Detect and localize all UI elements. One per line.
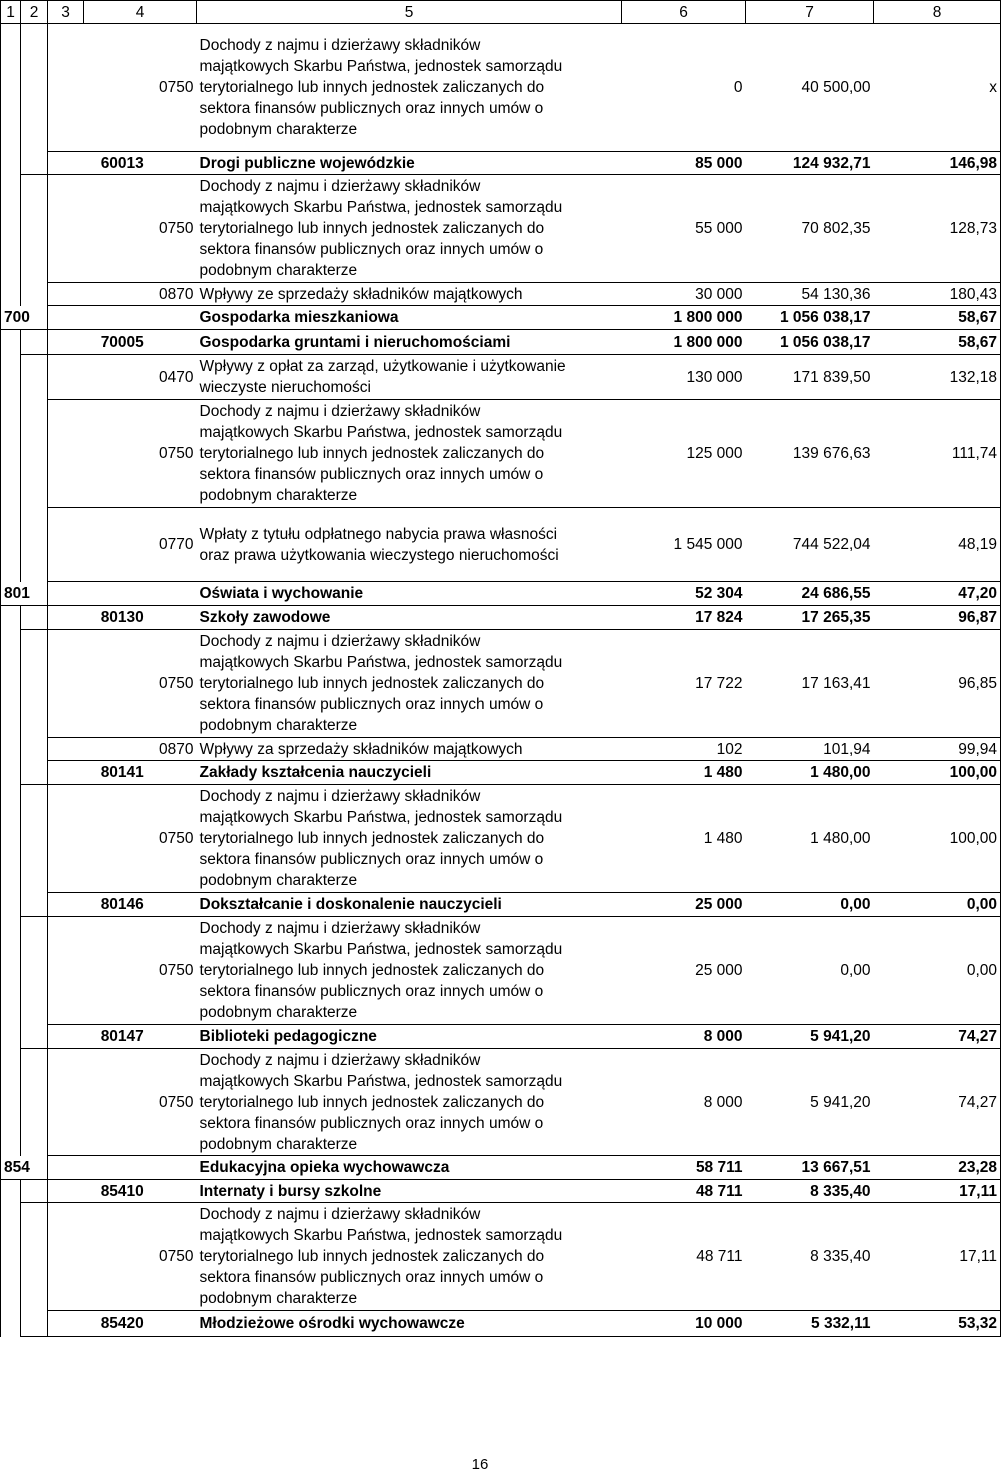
description-line: majątkowych Skarbu Państwa, jednostek samorządu <box>199 199 563 216</box>
empty-cell <box>21 355 48 400</box>
description: Internaty i bursy szkolne <box>197 1180 622 1203</box>
chapter-row <box>1 606 1001 630</box>
plan-value: 8 000 <box>622 1049 746 1156</box>
description <box>197 355 622 400</box>
empty-cell <box>48 175 84 283</box>
empty-cell <box>48 306 84 330</box>
column-number: 4 <box>84 1 197 24</box>
plan-value: 17 824 <box>622 606 746 630</box>
description <box>197 175 622 283</box>
paragraph-row <box>1 738 1001 761</box>
description-line: terytorialnego lub innych jednostek zaliczanych do <box>199 79 545 96</box>
empty-cell <box>48 283 84 306</box>
chapter-row <box>1 761 1001 785</box>
chapter-row <box>1 330 1001 355</box>
percent-value: 100,00 <box>874 761 1001 785</box>
empty-cell <box>21 1180 48 1203</box>
paragraph-row <box>1 917 1001 1025</box>
chapter-code: 80141 <box>48 761 197 785</box>
description-line: sektora finansów publicznych oraz innych umów o <box>199 851 544 868</box>
execution-value: 17 265,35 <box>746 606 874 630</box>
percent-value: 96,87 <box>874 606 1001 630</box>
paragraph-code: 0470 <box>84 355 197 400</box>
empty-cell <box>21 630 48 738</box>
empty-cell <box>1 508 21 582</box>
percent-value: 100,00 <box>874 785 1001 893</box>
column-number: 3 <box>48 1 84 24</box>
empty-cell <box>1 355 21 400</box>
empty-cell <box>1 152 21 175</box>
percent-value: 111,74 <box>874 400 1001 508</box>
description <box>197 1203 622 1311</box>
plan-value: 10 000 <box>622 1311 746 1337</box>
description <box>197 1049 622 1156</box>
chapter-code: 80146 <box>48 893 197 917</box>
description: Drogi publiczne wojewódzkie <box>197 152 622 175</box>
description <box>197 630 622 738</box>
description-line: podobnym charakterze <box>199 1004 358 1021</box>
empty-cell <box>1 606 21 630</box>
description-line: podobnym charakterze <box>199 1135 358 1153</box>
description-line: Dochody z najmu i dzierżawy składników <box>199 788 481 805</box>
paragraph-code: 0750 <box>84 24 197 152</box>
description-line: Dochody z najmu i dzierżawy składników <box>199 1206 481 1223</box>
section-code: 854 <box>1 1156 48 1180</box>
empty-cell <box>48 355 84 400</box>
description-line: majątkowych Skarbu Państwa, jednostek samorządu <box>199 58 563 75</box>
column-number: 8 <box>874 1 1001 24</box>
description <box>197 917 622 1025</box>
percent-value: 180,43 <box>874 283 1001 306</box>
description-line: podobnym charakterze <box>199 121 358 138</box>
description-line: terytorialnego lub innych jednostek zaliczanych do <box>199 675 545 692</box>
empty-cell <box>21 175 48 283</box>
execution-value: 54 130,36 <box>746 283 874 306</box>
percent-value: 96,85 <box>874 630 1001 738</box>
chapter-code: 60013 <box>48 152 197 175</box>
plan-value: 125 000 <box>622 400 746 508</box>
description: Oświata i wychowanie <box>197 582 622 606</box>
paragraph-code: 0750 <box>84 175 197 283</box>
chapter-code: 70005 <box>48 330 197 355</box>
execution-value: 24 686,55 <box>746 582 874 606</box>
percent-value: 23,28 <box>874 1156 1001 1180</box>
chapter-code: 85420 <box>48 1311 197 1337</box>
description-line: majątkowych Skarbu Państwa, jednostek samorządu <box>199 1227 563 1244</box>
empty-cell <box>21 1025 48 1049</box>
description-line: wieczyste nieruchomości <box>199 379 371 396</box>
paragraph-code <box>84 306 197 330</box>
percent-value: 128,73 <box>874 175 1001 283</box>
empty-cell <box>21 606 48 630</box>
empty-cell <box>1 1049 21 1156</box>
column-number: 2 <box>21 1 48 24</box>
execution-value: 0,00 <box>746 893 874 917</box>
empty-cell <box>1 917 21 1025</box>
empty-cell <box>21 508 48 582</box>
description-line: Wpływy z opłat za zarząd, użytkowanie i użytkowanie <box>199 358 566 375</box>
empty-cell <box>21 24 48 152</box>
column-number: 5 <box>197 1 622 24</box>
plan-value: 25 000 <box>622 917 746 1025</box>
description-line: podobnym charakterze <box>199 262 358 279</box>
paragraph-row <box>1 355 1001 400</box>
description-line: sektora finansów publicznych oraz innych umów o <box>199 983 544 1000</box>
empty-cell <box>1 1311 21 1337</box>
paragraph-row <box>1 508 1001 582</box>
execution-value: 171 839,50 <box>746 355 874 400</box>
plan-value: 1 480 <box>622 761 746 785</box>
execution-value: 40 500,00 <box>746 24 874 152</box>
percent-value: 99,94 <box>874 738 1001 761</box>
description-line: majątkowych Skarbu Państwa, jednostek samorządu <box>199 941 563 958</box>
description-line: Dochody z najmu i dzierżawy składników <box>199 920 481 937</box>
description-line: sektora finansów publicznych oraz innych umów o <box>199 696 544 713</box>
description-line: Dochody z najmu i dzierżawy składników <box>199 178 481 195</box>
execution-value: 1 056 038,17 <box>746 330 874 355</box>
empty-cell <box>1 330 21 355</box>
execution-value: 13 667,51 <box>746 1156 874 1180</box>
paragraph-code <box>84 1156 197 1180</box>
chapter-row <box>1 1180 1001 1203</box>
paragraph-row <box>1 400 1001 508</box>
paragraph-code: 0870 <box>84 283 197 306</box>
page-number: 16 <box>471 1456 489 1473</box>
plan-value: 48 711 <box>622 1203 746 1311</box>
description <box>197 400 622 508</box>
description-line: majątkowych Skarbu Państwa, jednostek samorządu <box>199 809 563 826</box>
paragraph-code: 0750 <box>84 630 197 738</box>
paragraph-row <box>1 1203 1001 1311</box>
chapter-code: 80147 <box>48 1025 197 1049</box>
plan-value: 17 722 <box>622 630 746 738</box>
execution-value: 1 056 038,17 <box>746 306 874 330</box>
percent-value: 146,98 <box>874 152 1001 175</box>
column-number-row <box>1 1 1001 24</box>
empty-cell <box>21 283 48 306</box>
percent-value: 132,18 <box>874 355 1001 400</box>
empty-cell <box>1 761 21 785</box>
percent-value: 17,11 <box>874 1203 1001 1311</box>
empty-cell <box>1 785 21 893</box>
execution-value: 0,00 <box>746 917 874 1025</box>
empty-cell <box>21 330 48 355</box>
section-code: 700 <box>1 306 48 330</box>
empty-cell <box>1 1180 21 1203</box>
empty-cell <box>1 400 21 508</box>
plan-value: 1 800 000 <box>622 306 746 330</box>
paragraph-code: 0870 <box>84 738 197 761</box>
empty-cell <box>21 152 48 175</box>
column-number: 6 <box>622 1 746 24</box>
description-line: terytorialnego lub innych jednostek zaliczanych do <box>199 220 545 237</box>
description <box>197 785 622 893</box>
description-line: terytorialnego lub innych jednostek zaliczanych do <box>199 445 545 462</box>
empty-cell <box>21 400 48 508</box>
paragraph-code: 0750 <box>84 1049 197 1156</box>
percent-value: 74,27 <box>874 1025 1001 1049</box>
plan-value: 0 <box>622 24 746 152</box>
empty-cell <box>1 630 21 738</box>
description-line: Dochody z najmu i dzierżawy składników <box>199 403 481 420</box>
empty-cell <box>21 1311 48 1337</box>
empty-cell <box>48 1156 84 1180</box>
plan-value: 8 000 <box>622 1025 746 1049</box>
paragraph-row <box>1 24 1001 152</box>
description <box>197 24 622 152</box>
execution-value: 5 332,11 <box>746 1311 874 1337</box>
description-line: sektora finansów publicznych oraz innych umów o <box>199 466 544 483</box>
execution-value: 1 480,00 <box>746 761 874 785</box>
plan-value: 1 800 000 <box>622 330 746 355</box>
description-line: terytorialnego lub innych jednostek zaliczanych do <box>199 830 545 847</box>
execution-value: 744 522,04 <box>746 508 874 582</box>
execution-value: 1 480,00 <box>746 785 874 893</box>
description-line: podobnym charakterze <box>199 717 358 734</box>
description-line: Dochody z najmu i dzierżawy składników <box>199 633 481 650</box>
empty-cell <box>1 24 21 152</box>
paragraph-code: 0750 <box>84 785 197 893</box>
table-body <box>1 1 1001 1337</box>
paragraph-row <box>1 1049 1001 1156</box>
execution-value: 5 941,20 <box>746 1025 874 1049</box>
section-row <box>1 582 1001 606</box>
description-line: Dochody z najmu i dzierżawy składników <box>199 1051 481 1069</box>
chapter-row <box>1 152 1001 175</box>
percent-value: 58,67 <box>874 306 1001 330</box>
paragraph-code: 0750 <box>84 400 197 508</box>
description-line: podobnym charakterze <box>199 1290 358 1307</box>
execution-value: 8 335,40 <box>746 1203 874 1311</box>
description: Zakłady kształcenia nauczycieli <box>197 761 622 785</box>
execution-value: 124 932,71 <box>746 152 874 175</box>
plan-value: 25 000 <box>622 893 746 917</box>
paragraph-code: 0750 <box>84 1203 197 1311</box>
description: Gospodarka gruntami i nieruchomościami <box>197 330 622 355</box>
execution-value: 70 802,35 <box>746 175 874 283</box>
description-line: majątkowych Skarbu Państwa, jednostek samorządu <box>199 424 563 441</box>
empty-cell <box>21 1203 48 1311</box>
plan-value: 58 711 <box>622 1156 746 1180</box>
description-line: sektora finansów publicznych oraz innych umów o <box>199 100 544 117</box>
empty-cell <box>21 1049 48 1156</box>
section-row <box>1 1156 1001 1180</box>
percent-value: 48,19 <box>874 508 1001 582</box>
empty-cell <box>48 582 84 606</box>
description-line: majątkowych Skarbu Państwa, jednostek samorządu <box>199 654 563 671</box>
description: Dokształcanie i doskonalenie nauczycieli <box>197 893 622 917</box>
execution-value: 139 676,63 <box>746 400 874 508</box>
description: Szkoły zawodowe <box>197 606 622 630</box>
plan-value: 85 000 <box>622 152 746 175</box>
paragraph-row <box>1 630 1001 738</box>
plan-value: 1 545 000 <box>622 508 746 582</box>
plan-value: 30 000 <box>622 283 746 306</box>
empty-cell <box>48 400 84 508</box>
description: Wpływy ze sprzedaży składników majątkowych <box>197 283 622 306</box>
section-row <box>1 306 1001 330</box>
execution-value: 8 335,40 <box>746 1180 874 1203</box>
paragraph-code <box>84 582 197 606</box>
column-number: 1 <box>1 1 21 24</box>
plan-value: 130 000 <box>622 355 746 400</box>
description-line: terytorialnego lub innych jednostek zaliczanych do <box>199 962 545 979</box>
empty-cell <box>48 1203 84 1311</box>
description-line: terytorialnego lub innych jednostek zaliczanych do <box>199 1248 545 1265</box>
execution-value: 5 941,20 <box>746 1049 874 1156</box>
percent-value: 53,32 <box>874 1311 1001 1337</box>
empty-cell <box>48 508 84 582</box>
empty-cell <box>1 175 21 283</box>
chapter-row <box>1 1025 1001 1049</box>
paragraph-row <box>1 175 1001 283</box>
paragraph-code: 0770 <box>84 508 197 582</box>
section-code: 801 <box>1 582 48 606</box>
empty-cell <box>48 738 84 761</box>
description: Młodzieżowe ośrodki wychowawcze <box>197 1311 622 1337</box>
empty-cell <box>1 738 21 761</box>
empty-cell <box>48 630 84 738</box>
description-line: majątkowych Skarbu Państwa, jednostek samorządu <box>199 1072 563 1090</box>
description: Gospodarka mieszkaniowa <box>197 306 622 330</box>
chapter-row <box>1 1311 1001 1337</box>
description: Wpływy za sprzedaży składników majątkowych <box>197 738 622 761</box>
percent-value: 47,20 <box>874 582 1001 606</box>
percent-value: 58,67 <box>874 330 1001 355</box>
description-line: sektora finansów publicznych oraz innych umów o <box>199 241 544 258</box>
percent-value: 74,27 <box>874 1049 1001 1156</box>
percent-value: x <box>874 24 1001 152</box>
plan-value: 55 000 <box>622 175 746 283</box>
empty-cell <box>1 893 21 917</box>
description: Edukacyjna opieka wychowawcza <box>197 1156 622 1180</box>
plan-value: 1 480 <box>622 785 746 893</box>
chapter-row <box>1 893 1001 917</box>
empty-cell <box>48 917 84 1025</box>
empty-cell <box>21 893 48 917</box>
empty-cell <box>48 785 84 893</box>
empty-cell <box>21 917 48 1025</box>
empty-cell <box>21 738 48 761</box>
chapter-code: 85410 <box>48 1180 197 1203</box>
description <box>197 508 622 582</box>
empty-cell <box>1 1025 21 1049</box>
description-line: sektora finansów publicznych oraz innych umów o <box>199 1114 544 1132</box>
chapter-code: 80130 <box>48 606 197 630</box>
paragraph-row <box>1 785 1001 893</box>
description-line: podobnym charakterze <box>199 872 358 889</box>
paragraph-code: 0750 <box>84 917 197 1025</box>
empty-cell <box>1 1203 21 1311</box>
column-number: 7 <box>746 1 874 24</box>
empty-cell <box>1 283 21 306</box>
description-line: sektora finansów publicznych oraz innych umów o <box>199 1269 544 1286</box>
description-line: Dochody z najmu i dzierżawy składników <box>199 37 481 54</box>
plan-value: 48 711 <box>622 1180 746 1203</box>
description-line: terytorialnego lub innych jednostek zaliczanych do <box>199 1093 545 1111</box>
empty-cell <box>48 24 84 152</box>
empty-cell <box>21 761 48 785</box>
execution-value: 17 163,41 <box>746 630 874 738</box>
description-line: oraz prawa użytkowania wieczystego nieruchomości <box>199 546 559 564</box>
percent-value: 0,00 <box>874 917 1001 1025</box>
empty-cell <box>21 785 48 893</box>
description: Biblioteki pedagogiczne <box>197 1025 622 1049</box>
description-line: Wpłaty z tytułu odpłatnego nabycia prawa własności <box>199 525 558 543</box>
plan-value: 102 <box>622 738 746 761</box>
percent-value: 0,00 <box>874 893 1001 917</box>
execution-value: 101,94 <box>746 738 874 761</box>
description-line: podobnym charakterze <box>199 487 358 504</box>
plan-value: 52 304 <box>622 582 746 606</box>
paragraph-row <box>1 283 1001 306</box>
empty-cell <box>48 1049 84 1156</box>
percent-value: 17,11 <box>874 1180 1001 1203</box>
